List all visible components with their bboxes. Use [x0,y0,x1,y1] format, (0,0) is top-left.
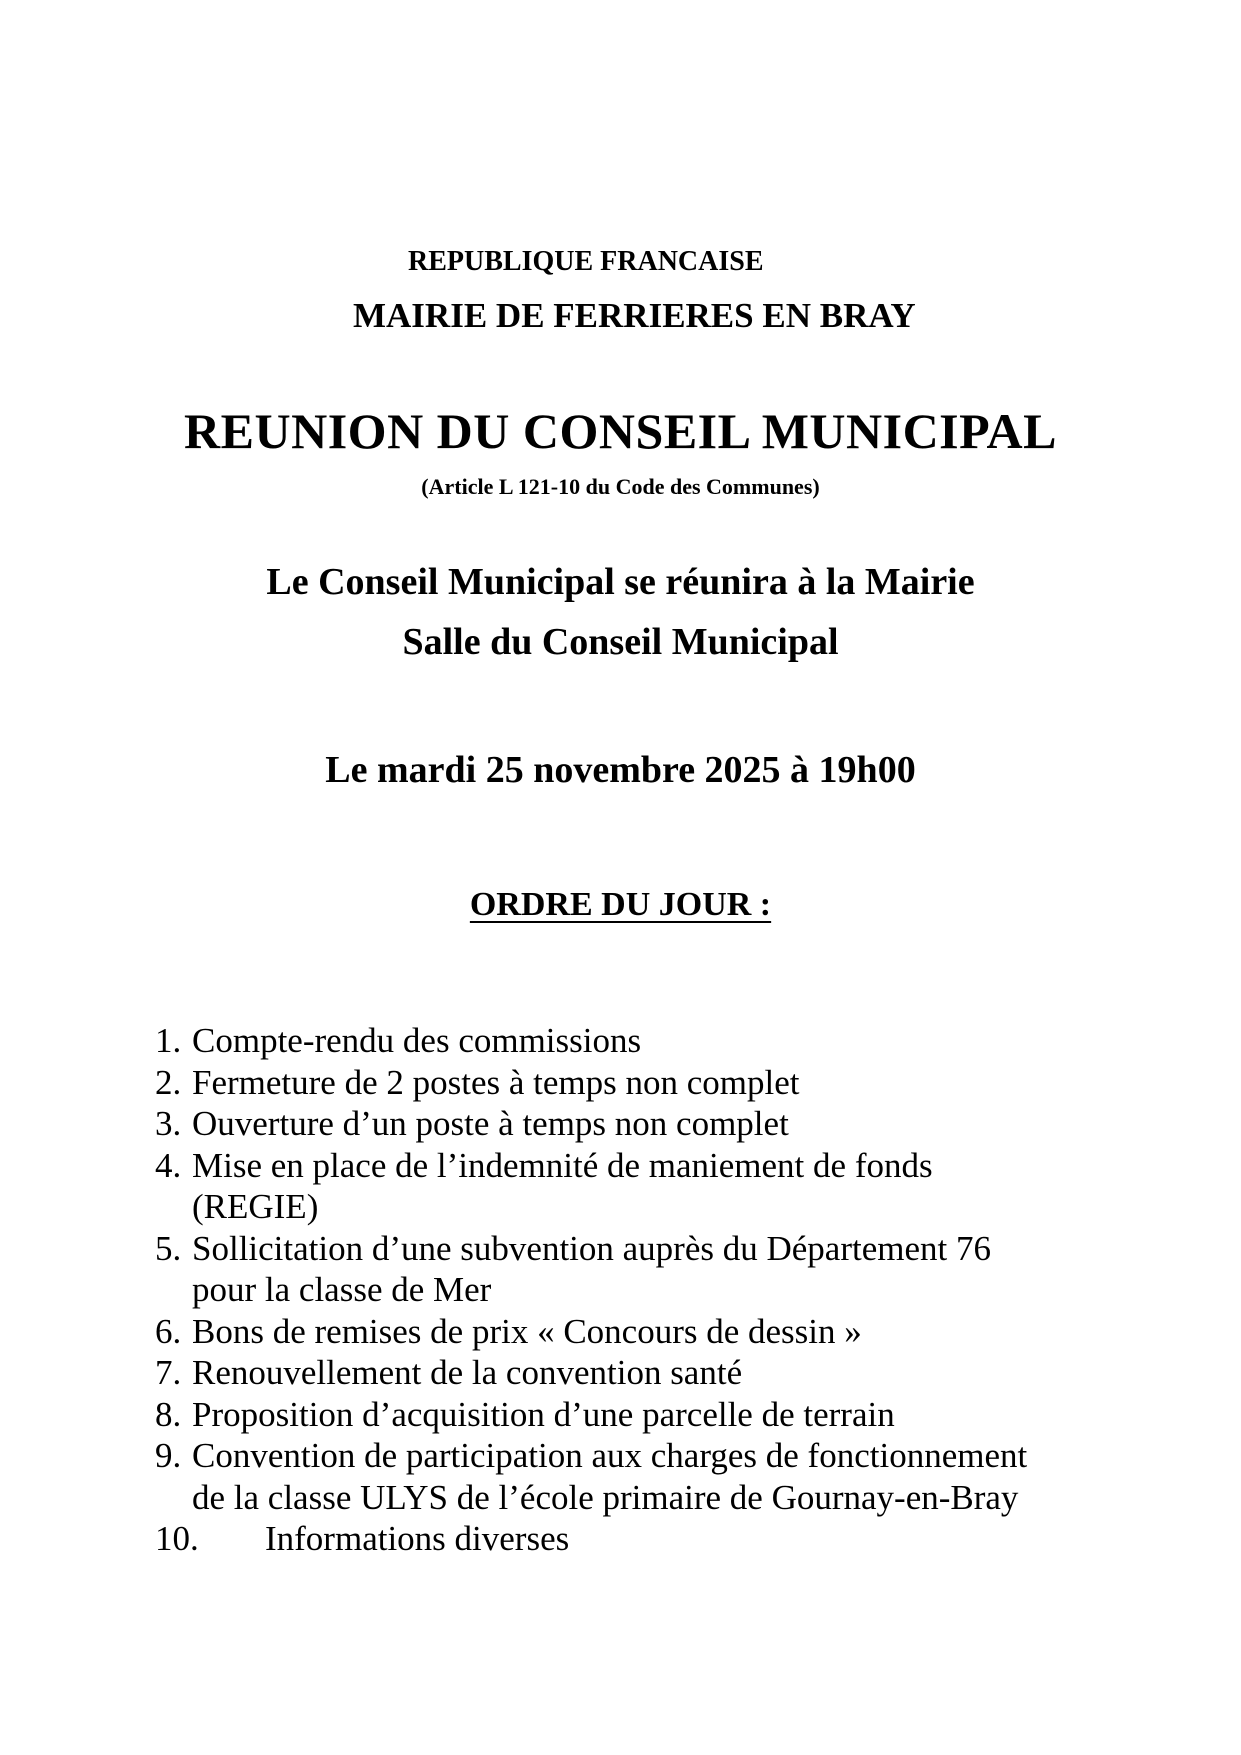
agenda-item-text: Bons de remises de prix « Concours de dessin » [192,1311,862,1351]
agenda-item-continuation: (REGIE) [192,1187,319,1226]
agenda-item [155,1062,1155,1104]
meeting-room-line: Salle du Conseil Municipal [402,621,839,663]
agenda-item-text: Sollicitation d’une subvention auprès du Département 76 [192,1228,991,1268]
agenda-item-number: 1. [155,1021,182,1060]
agenda-item-continuation: de la classe ULYS de l’école primaire de Gournay-en-Bray [192,1477,1019,1517]
agenda-item-number: 2. [155,1062,182,1102]
agenda-heading [0,886,1241,924]
agenda-item-text: Fermeture de 2 postes à temps non complet [192,1062,800,1102]
agenda-item-number: 4. [155,1145,182,1185]
agenda-item-number: 5. [155,1228,182,1268]
agenda-item [155,1103,1155,1145]
agenda-item [155,1352,1155,1394]
agenda-item-number: 8. [155,1394,182,1434]
agenda-item-text: Proposition d’acquisition d’une parcelle de terrain [192,1394,895,1434]
agenda-item [155,1145,1155,1187]
agenda-item-number: 9. [155,1436,182,1475]
agenda-item [155,1518,1155,1560]
document-title: REUNION DU CONSEIL MUNICIPAL [184,403,1057,459]
agenda-item-text: Mise en place de l’indemnité de maniement de fonds [192,1145,933,1185]
agenda-item-text: Informations diverses [265,1519,570,1558]
agenda-heading-text: ORDRE DU JOUR : [469,886,772,923]
agenda-item-text: Ouverture d’un poste à temps non complet [192,1104,789,1143]
agenda-item [155,1394,1155,1436]
agenda-item-number: 6. [155,1311,182,1351]
republic-header: REPUBLIQUE FRANCAISE [408,246,764,277]
agenda-item-number: 3. [155,1104,182,1143]
agenda-item [155,1311,1155,1353]
agenda-item-number: 10. [155,1519,199,1558]
agenda-item-text: Convention de participation aux charges de fonctionnement [192,1436,1028,1475]
meeting-location-line: Le Conseil Municipal se réunira à la Mairie [266,561,975,603]
agenda-item-number: 7. [155,1353,182,1392]
agenda-item-text: Compte-rendu des commissions [192,1021,642,1060]
agenda-item [155,1435,1155,1477]
agenda-list [155,1020,1155,1560]
agenda-item-continuation: pour la classe de Mer [192,1270,492,1309]
agenda-item [155,1228,1155,1270]
meeting-date: Le mardi 25 novembre 2025 à 19h00 [325,749,916,791]
article-reference: (Article L 121-10 du Code des Communes) [421,474,820,499]
mairie-header: MAIRIE DE FERRIERES EN BRAY [353,296,916,335]
agenda-item [155,1020,1155,1062]
agenda-item-text: Renouvellement de la convention santé [192,1353,743,1392]
